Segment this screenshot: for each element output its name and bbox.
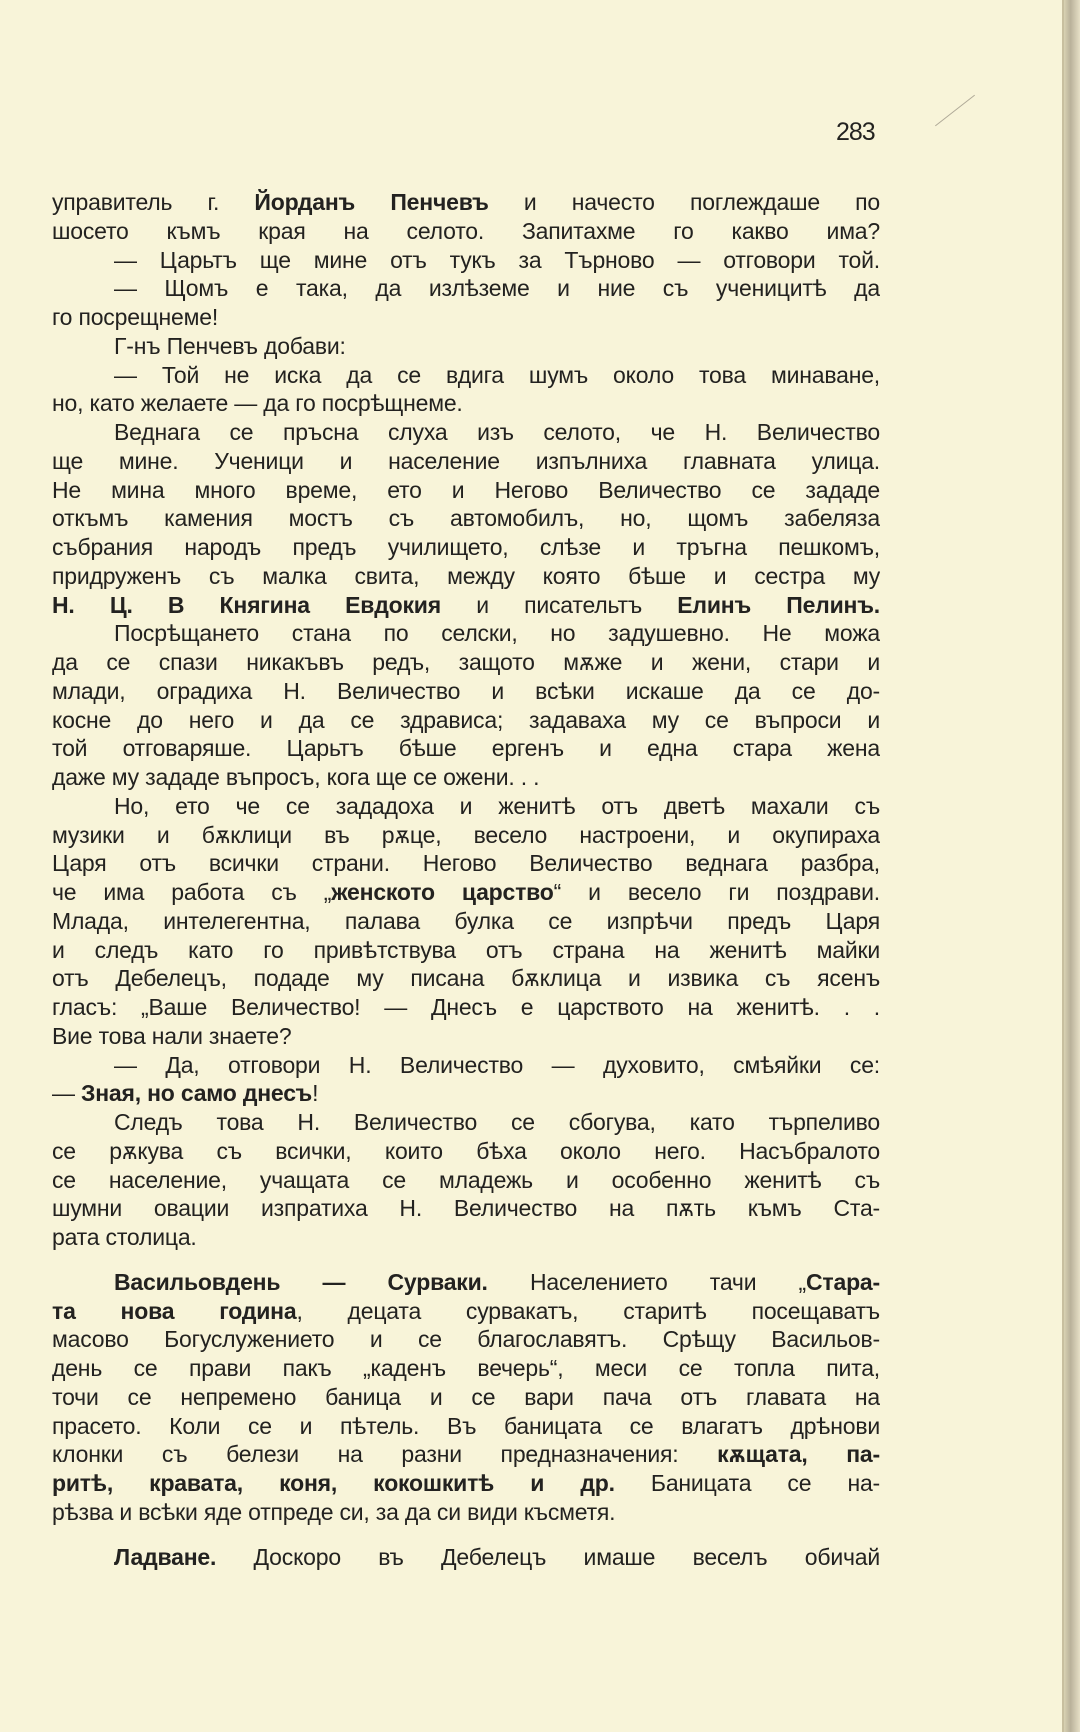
text-line xyxy=(52,246,880,275)
text-line xyxy=(52,361,880,390)
text-section xyxy=(52,1543,880,1572)
page-number: 283 xyxy=(836,118,875,146)
paper-scratch-mark xyxy=(935,95,975,127)
text-run: събрания народъ предъ училището, слѣзе и тръгна пешкомъ, xyxy=(52,534,880,560)
text-run: точи се непремено баница и се вари пача отъ главата на xyxy=(52,1383,880,1410)
text-run: го посрещнеме! xyxy=(52,304,219,330)
text-run: откъмъ камения мостъ съ автомобилъ, но, щомъ забеляза xyxy=(52,505,880,532)
text-line xyxy=(52,1383,880,1412)
bold-text: Н. Ц. В Княгина Евдокия xyxy=(52,591,441,618)
text-line xyxy=(52,1194,880,1223)
text-run: — Той не иска да се вдига шумъ около това минаване, xyxy=(114,361,880,388)
text-line xyxy=(52,1079,880,1108)
text-run: Млада, интелегентна, палава булка се изпрѣчи предъ Царя xyxy=(52,907,880,934)
text-run: гласъ: „Ваше Величество! — Днесъ е царството на женитѣ. . . xyxy=(52,994,880,1020)
text-line xyxy=(52,533,880,562)
text-run: и начесто поглеждаше по xyxy=(488,189,880,215)
bold-text: Елинъ Пелинъ. xyxy=(677,591,880,618)
text-line xyxy=(52,217,880,246)
text-line xyxy=(52,476,880,505)
text-run: Доскоро въ Дебелецъ имаше веселъ обичай xyxy=(216,1543,880,1570)
text-run: — Да, отговори Н. Величество — духовито, смѣяйки се: xyxy=(114,1051,880,1078)
text-run: той отговаряше. Царьтъ бѣше ергенъ и една стара жена xyxy=(52,735,880,762)
text-line xyxy=(52,936,880,965)
text-run: Населението тачи „ xyxy=(487,1268,807,1295)
text-line xyxy=(52,849,880,878)
text-run: — Щомъ е така, да излѣземе и ние съ ученицитѣ да xyxy=(114,275,880,302)
text-run: Следъ това Н. Величество се сбогува, като търпеливо xyxy=(114,1109,880,1135)
text-line xyxy=(52,677,880,706)
text-run: Вие това нали знаете? xyxy=(52,1022,292,1049)
text-run: рата столица. xyxy=(52,1224,197,1250)
text-run: Веднага се пръсна слуха изъ селото, че Н. Величество xyxy=(114,419,880,445)
text-line xyxy=(52,504,880,533)
bold-text: ритѣ, кравата, коня, кокошкитѣ и др. xyxy=(52,1470,615,1496)
text-run: прасето. Коли се и пѣтель. Въ баницата се влагатъ дрѣнови xyxy=(52,1412,880,1439)
text-run: да се спази никакъвъ редъ, защото мѫже и жени, стари и xyxy=(52,649,880,675)
bold-text: Васильовдень — Сурваки. xyxy=(114,1268,488,1295)
page-edge-line xyxy=(1062,0,1064,1732)
text-line xyxy=(52,792,880,821)
text-line xyxy=(52,1108,880,1137)
text-run: косне до него и да се здрависа; задаваха му се въпроси и xyxy=(52,706,880,733)
text-run: — Царьтъ ще мине отъ тукъ за Търново — отговори той. xyxy=(114,246,880,273)
text-run: отъ Дебелецъ, подаде му писана бѫклица и извика съ ясенъ xyxy=(52,965,880,992)
text-run: Царя отъ всички страни. Негово Величество веднага разбра, xyxy=(52,850,880,877)
text-run: се рѫкува съ всички, които бѣха около него. Насъбралото xyxy=(52,1137,880,1164)
body-text xyxy=(52,188,880,1587)
text-run: даже му зададе въпросъ, кога ще се ожени. . . xyxy=(52,764,540,790)
text-line xyxy=(52,763,880,792)
bold-text: Ладване. xyxy=(114,1543,217,1570)
text-line xyxy=(52,734,880,763)
text-run: масово Богуслужението и се благославятъ. Срѣщу Васильов- xyxy=(52,1326,880,1353)
text-line xyxy=(52,591,880,620)
bold-text: женското царство xyxy=(331,879,554,905)
text-line xyxy=(52,821,880,850)
text-run: Г-нъ Пенчевъ добави: xyxy=(114,332,346,359)
text-run: музики и бѫклици въ рѫце, весело настроени, и окупираха xyxy=(52,821,880,848)
text-run: шосето къмъ края на селото. Запитахме го какво има? xyxy=(52,217,880,244)
text-run: Посрѣщането стана по селски, но задушевно. Не можа xyxy=(114,620,880,647)
bold-text: кѫщата, па- xyxy=(717,1441,880,1468)
text-section xyxy=(52,188,880,1252)
text-run: Не мина много време, ето и Негово Величество се зададе xyxy=(52,476,880,503)
text-line xyxy=(52,1412,880,1441)
text-run: “ и весело ги поздрави. xyxy=(553,879,880,905)
text-line xyxy=(52,964,880,993)
text-run: , децата сурвакатъ, старитѣ посещаватъ xyxy=(296,1297,880,1324)
text-line xyxy=(52,389,880,418)
text-run: млади, оградиха Н. Величество и всѣки искаше да се до- xyxy=(52,677,880,704)
text-run: придруженъ съ малка свита, между която бѣше и сестра му xyxy=(52,562,880,589)
text-run: управитель г. xyxy=(52,189,255,215)
text-line xyxy=(52,1166,880,1195)
text-line xyxy=(52,1137,880,1166)
text-run: Баницата се на- xyxy=(614,1470,880,1496)
text-line xyxy=(52,706,880,735)
text-line xyxy=(52,1268,880,1297)
bold-text: Стара- xyxy=(806,1268,880,1295)
text-run: рѣзва и всѣки яде отпреде си, за да си види късметя. xyxy=(52,1498,616,1525)
text-line xyxy=(52,418,880,447)
text-run: ! xyxy=(312,1080,319,1107)
text-line xyxy=(52,1354,880,1383)
text-line xyxy=(52,907,880,936)
bold-text: Зная, но само днесъ xyxy=(81,1080,313,1107)
text-line xyxy=(52,648,880,677)
text-line xyxy=(52,447,880,476)
text-run: шумни овации изпратиха Н. Величество на пѫть къмъ Ста- xyxy=(52,1195,880,1222)
text-run: но, като желаете — да го посрѣщнеме. xyxy=(52,390,463,417)
text-line xyxy=(52,1297,880,1326)
text-line xyxy=(52,1223,880,1252)
text-run: — xyxy=(52,1080,81,1107)
text-line xyxy=(52,1543,880,1572)
text-run: день се прави пакъ „каденъ вечерь“, меси се топла пита, xyxy=(52,1355,880,1381)
text-run: клонки съ белези на разни предназначения: xyxy=(52,1441,718,1468)
text-line xyxy=(52,1051,880,1080)
text-line xyxy=(52,878,880,907)
text-line xyxy=(52,332,880,361)
text-run: и писательтъ xyxy=(440,591,678,618)
bold-text: Йорданъ Пенчевъ xyxy=(254,189,489,215)
bold-text: та нова година xyxy=(52,1297,297,1324)
text-line xyxy=(52,1440,880,1469)
text-run: Но, ето че се зададоха и женитѣ отъ дветѣ махали съ xyxy=(114,792,880,819)
text-line xyxy=(52,274,880,303)
text-line xyxy=(52,562,880,591)
text-run: и следъ като го привѣтствува отъ страна на женитѣ майки xyxy=(52,936,880,963)
text-run: ще мине. Ученици и население изпълниха главната улица. xyxy=(52,447,880,474)
text-run: че има работа съ „ xyxy=(52,879,332,905)
text-line xyxy=(52,1325,880,1354)
page-edge xyxy=(1064,0,1080,1732)
text-line xyxy=(52,1498,880,1527)
text-section xyxy=(52,1268,880,1527)
text-line xyxy=(52,303,880,332)
text-run: се население, учащата се младежь и особенно женитѣ съ xyxy=(52,1166,880,1193)
text-line xyxy=(52,1469,880,1498)
text-line xyxy=(52,1022,880,1051)
text-line xyxy=(52,188,880,217)
text-line xyxy=(52,993,880,1022)
text-line xyxy=(52,619,880,648)
